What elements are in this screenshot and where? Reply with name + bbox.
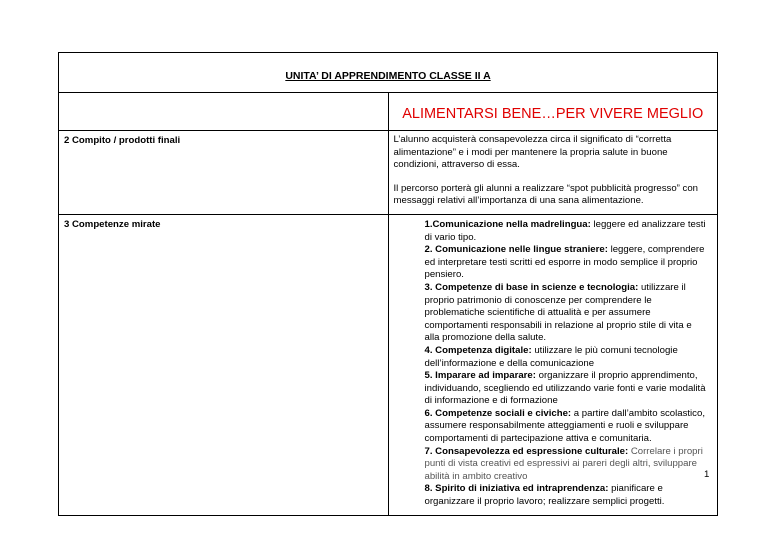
competence-item bbox=[425, 244, 708, 282]
competence-text: utilizzare il proprio patrimonio di conoscenze per comprendere le problematiche scientifiche di attualità e per assumere comportamenti responsabili in relazione al proprio stile di vita e alla promozione della salute. bbox=[424, 281, 692, 344]
competence-item bbox=[425, 446, 708, 484]
task-label: 2 Compito / prodotti finali bbox=[59, 131, 389, 215]
competence-heading: 7. Consapevolezza ed espressione culturale: bbox=[424, 445, 629, 457]
title-row bbox=[59, 53, 718, 93]
competence-text: leggere ed analizzare testi di vario tipo. bbox=[424, 218, 706, 243]
competence-text: utilizzare le più comuni tecnologie dell’informazione e della comunicazione bbox=[424, 344, 678, 369]
competence-heading: 8. Spirito di iniziativa ed intraprendenza: bbox=[424, 483, 609, 495]
task-paragraph: Il percorso porterà gli alunni a realizzare “spot pubblicità progresso” con messaggi relativi all’importanza di una sana alimentazione. bbox=[393, 182, 698, 207]
competence-item bbox=[425, 370, 708, 408]
competence-heading: 2. Comunicazione nelle lingue straniere: bbox=[424, 244, 608, 256]
competence-heading: 6. Competenze sociali e civiche: bbox=[424, 407, 572, 419]
competence-heading: 5. Imparare ad imparare: bbox=[424, 370, 536, 382]
theme-row bbox=[59, 93, 718, 131]
competence-text: a partire dall’ambito scolastico, assumere responsabilmente atteggiamenti e ruoli e sviluppare comportamenti di partecipazione attiva e comunitaria. bbox=[424, 407, 705, 445]
competence-heading: 1.Comunicazione nella madrelingua: bbox=[424, 218, 591, 230]
competences-list bbox=[388, 214, 718, 515]
competence-heading: 4. Competenza digitale: bbox=[424, 344, 532, 356]
competence-item bbox=[425, 345, 708, 370]
page-number: 1 bbox=[704, 469, 710, 480]
competence-heading: 3. Competenze di base in scienze e tecnologia: bbox=[424, 281, 639, 293]
competence-item bbox=[425, 483, 708, 508]
task-paragraph: L’alunno acquisterà consapevolezza circa il significato di “corretta alimentazione” e i modi per mantenere la propria salute in buone condizioni, attraverso di essa. bbox=[393, 134, 672, 171]
title-cell bbox=[59, 53, 718, 93]
theme-label-cell bbox=[59, 93, 389, 131]
competences-label: 3 Competenze mirate bbox=[59, 214, 389, 515]
uda-table bbox=[58, 52, 718, 516]
unit-title: UNITA’ DI APPRENDIMENTO CLASSE II A bbox=[285, 69, 491, 82]
competence-text: leggere, comprendere ed interpretare testi scritti ed esporre in modo semplice il proprio pensiero. bbox=[424, 244, 705, 281]
competences-row bbox=[59, 214, 718, 515]
competence-item bbox=[425, 219, 708, 244]
task-row bbox=[59, 131, 718, 215]
competence-text: Correlare i propri punti di vista creativi ed espressivi ai pareri degli altri, sviluppare abilità in ambito creativo bbox=[424, 445, 703, 482]
theme-cell bbox=[388, 93, 718, 131]
competence-text: pianificare e organizzare il proprio lavoro; realizzare semplici progetti. bbox=[424, 483, 665, 508]
task-description bbox=[388, 131, 718, 215]
competence-item bbox=[425, 408, 708, 446]
competence-item bbox=[425, 282, 708, 345]
theme-title: ALIMENTARSI BENE…PER VIVERE MEGLIO bbox=[402, 105, 704, 122]
competence-text: organizzare il proprio apprendimento, individuando, scegliendo ed utilizzando varie fonti e varie modalità di informazione e di formazione bbox=[424, 370, 706, 407]
